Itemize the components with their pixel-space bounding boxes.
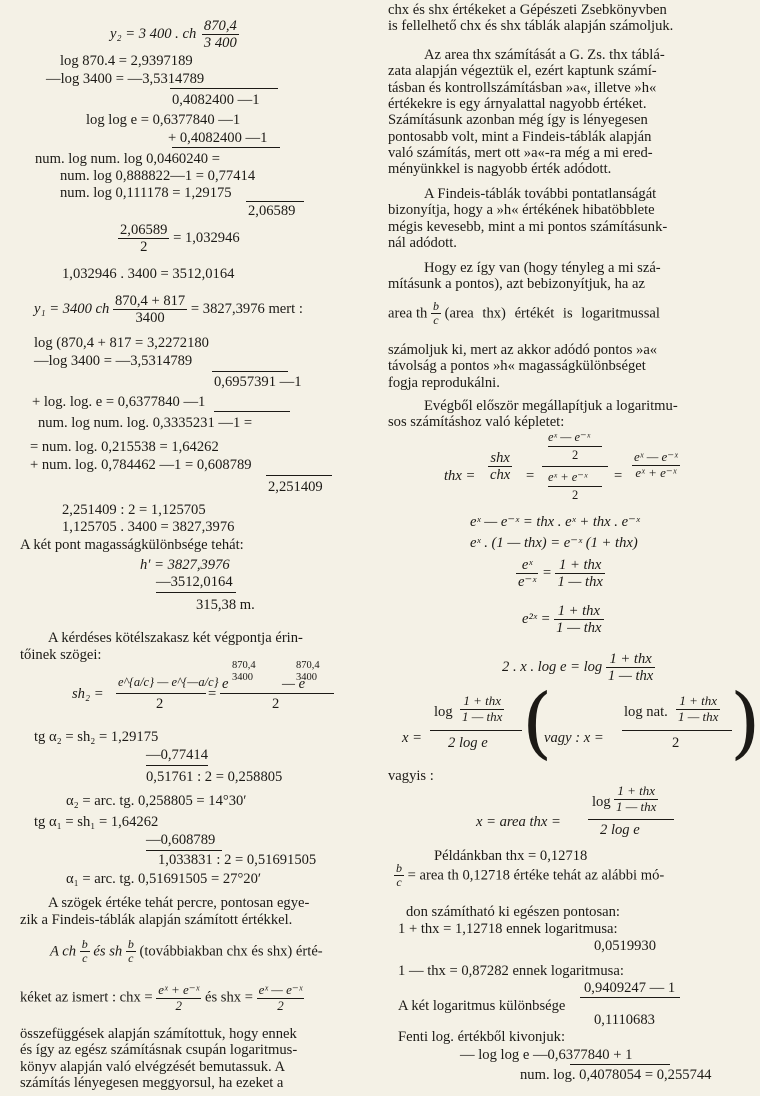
para-line: összefüggések alapján számítottuk, hogy ennek — [20, 1026, 297, 1042]
eq3-left — [516, 557, 538, 591]
eq5-num: 1 + thx — [606, 651, 655, 668]
thx-f3-num: eˣ — e⁻ˣ — [634, 449, 678, 464]
rule — [214, 411, 290, 412]
eq7-log: log — [592, 794, 611, 810]
halving-num: 2,06589 — [120, 222, 168, 238]
szog-line-2: zik a Findeis-táblák alapján számított értékkel. — [20, 912, 293, 928]
para-line: értékekre is egy árnyalattal nagyobb értéket. — [388, 96, 647, 113]
calc-line-6: A két logaritmus különbsége — [398, 998, 566, 1014]
fraction-bar — [588, 819, 674, 820]
eq6-r-in — [676, 694, 720, 724]
div-line-1: 2,251409 : 2 = 1,125705 — [62, 502, 206, 518]
thx-big-num: eˣ — e⁻ˣ — [548, 430, 591, 444]
y2-equation — [110, 18, 239, 52]
y1-equation — [34, 293, 303, 327]
loge-line-2: + 0,4082400 —1 — [168, 130, 268, 146]
sh2-exp-c: 870,4 — [296, 660, 320, 671]
para-line: mításunk a pontos), azt bebizonyítjuk, ha az — [388, 276, 645, 293]
eq6-log: log — [434, 704, 453, 720]
bc-b: b — [81, 937, 88, 951]
bc-b: b — [127, 937, 134, 951]
eq6-vagy: vagy : x = — [544, 730, 604, 746]
eq3-rnum: 1 + thx — [555, 557, 604, 574]
y1-lhs: y₁ = 3400 ch — [34, 301, 110, 318]
eq7-in-frac — [614, 784, 658, 814]
para-line: sos számításhoz való képletet: — [388, 414, 565, 431]
sh2-exp-b: 3400 — [232, 672, 253, 683]
h-line-c: 315,38 m. — [196, 597, 255, 613]
eq4-frac — [554, 603, 603, 637]
calc-line-8: Fenti log. értékből kivonjuk: — [398, 1029, 566, 1045]
bc-fraction — [394, 862, 404, 890]
eq6-lognat: log nat. — [624, 704, 668, 720]
l2-line-e: num. log num. log. 0,3335231 —1 = — [38, 415, 253, 431]
area-th-label: area th — [388, 305, 428, 322]
eq6-r-den: 2 — [672, 735, 680, 751]
thx-f1 — [488, 450, 512, 484]
y1-rhs: = 3827,3976 mert : — [190, 301, 303, 318]
para-line: nál adódott. — [388, 235, 457, 252]
es-shx-text: és shx = — [204, 989, 253, 1006]
eq4-line — [522, 603, 604, 637]
calc-line-9: — log log e —0,6377840 + 1 — [460, 1047, 633, 1063]
eq6-x: x = — [402, 730, 422, 746]
bc-b: b — [432, 299, 439, 313]
thx-eq2: = — [614, 468, 623, 484]
thx-f3 — [632, 450, 680, 480]
thx-f3-den: eˣ + e⁻ˣ — [635, 464, 677, 480]
bc-area-line — [394, 862, 664, 890]
para-line: bizonyítja, hogy a »h« értékének hibatöbblete — [388, 202, 655, 219]
para-line: tásban és kontrollszámításban »a«, illetve »h« — [388, 79, 657, 96]
ach-c: (továbbiakban chx és shx) érté- — [139, 943, 323, 960]
para-line: és így az egész számításnak csupán logaritmus- — [20, 1042, 298, 1059]
rule — [146, 765, 208, 766]
rule — [212, 371, 288, 372]
calc-line-1: don számítható ki egészen pontosan: — [406, 904, 620, 920]
tg2-line-a: tg α₂ = sh₂ = 1,29175 — [34, 729, 159, 745]
log-line-3: 0,4082400 —1 — [172, 92, 260, 108]
pelda-line: Példánkban thx = 0,12718 — [434, 848, 588, 864]
sh2-exp-a: 870,4 — [232, 660, 256, 671]
thx-lhs: thx = — [444, 468, 476, 484]
keket-line — [20, 983, 304, 1013]
halving-result: = 1,032946 — [173, 230, 240, 247]
l2-line-h: 2,251409 — [268, 479, 323, 495]
paragraph-3 — [388, 186, 754, 251]
shx-den: 2 — [277, 997, 284, 1013]
para-line: is fellelhető chx és shx táblák alapján számoljuk. — [388, 18, 674, 35]
halving-fraction — [118, 222, 169, 256]
eq6-in-num: 1 + thx — [460, 694, 504, 710]
rule — [172, 147, 280, 148]
fraction-bar — [548, 446, 602, 447]
l2-line-c: 0,6957391 —1 — [214, 374, 302, 390]
para-line: mégis kevesebb, mint a mi pontos számításunk- — [388, 218, 668, 235]
calc-line-10: num. log. 0,4078054 = 0,255744 — [520, 1067, 712, 1083]
thx-f1-den: chx — [490, 467, 511, 484]
bc-fraction — [80, 938, 90, 966]
y2-num: 870,4 — [203, 18, 237, 34]
ket-pont-text: A két pont magasságkülönbsége tehát: — [20, 537, 244, 553]
thx-f1-frac — [488, 450, 512, 484]
l2-line-b: —log 3400 = —3,5314789 — [34, 353, 193, 369]
vagyis-text: vagyis : — [388, 768, 434, 784]
thx-big-den2: 2 — [572, 488, 579, 502]
calc-line-7: 0,1110683 — [594, 1012, 655, 1028]
log-line-2: —log 3400 = —3,5314789 — [46, 71, 205, 87]
ach-line — [50, 938, 323, 966]
eq3-den: e⁻ˣ — [518, 574, 537, 591]
y2-fraction — [202, 18, 239, 52]
para-line: ményünkkel is nagyobb érték adódott. — [388, 161, 612, 178]
thx-f3-frac — [632, 450, 680, 480]
paragraph-4 — [388, 260, 754, 293]
mul-line-1: 1,032946 . 3400 = 3512,0164 — [62, 266, 235, 282]
paragraph-1 — [388, 2, 754, 35]
y2-den: 3 400 — [203, 35, 237, 52]
num-line-2: num. log 0,888822—1 = 0,77414 — [60, 168, 256, 184]
eq6-in-den: 1 — thx — [462, 708, 503, 724]
rule — [246, 201, 304, 202]
para-line: Hogy ez így van (hogy tényleg a mi szá- — [424, 260, 661, 276]
y1-den: 3400 — [135, 310, 165, 327]
rule — [170, 88, 278, 89]
loge-line-1: log log e = 0,6377840 —1 — [86, 112, 241, 128]
kerdeses-line-2: tőinek szögei: — [20, 647, 102, 663]
para-line: Evégből először megállapítjuk a logaritmu- — [424, 398, 678, 414]
y2-lhs: y₂ = 3 400 . ch — [110, 26, 197, 43]
eq3-right — [555, 557, 604, 591]
eq3-line — [516, 557, 605, 591]
halving-den: 2 — [140, 239, 148, 256]
para-line: könyv alapján való elvégzését bemutassuk. A — [20, 1058, 286, 1075]
bc-c: c — [128, 951, 134, 966]
eq7-in-num: 1 + thx — [614, 784, 658, 800]
paragraph-osszefuggesek — [20, 1026, 368, 1091]
right-column — [384, 0, 760, 1096]
keket-text: kéket az ismert : chx = — [20, 989, 153, 1006]
eq4-den: 1 — thx — [556, 620, 602, 637]
para-line: zata alapján végeztük el, ezért kaptunk számí- — [388, 63, 657, 80]
tg1-line-a: tg α₁ = sh₁ = 1,64262 — [34, 814, 159, 830]
eq6-den: 2 log e — [448, 735, 488, 751]
right-paren: ) — [730, 678, 760, 768]
para-line: chx és shx értékeket a Gépészeti Zsebkönyvben — [388, 2, 667, 18]
tg2-line-c: 0,51761 : 2 = 0,258805 — [146, 769, 283, 785]
fraction-bar — [542, 466, 608, 467]
l2-line-d: + log. log. e = 0,6377840 —1 — [32, 394, 206, 410]
para-line: fogja reprodukálni. — [388, 374, 500, 391]
num-line-1: num. log num. log 0,0460240 = — [35, 151, 220, 167]
eq3-eq: = — [541, 565, 552, 582]
sh2-den: 2 — [156, 696, 164, 712]
ach-a: A ch — [50, 943, 77, 960]
eq6-r-in-frac — [676, 694, 720, 724]
eq1-line: eˣ — e⁻ˣ = thx . eˣ + thx . e⁻ˣ — [470, 514, 640, 530]
shx-num: eˣ — e⁻ˣ — [258, 982, 303, 997]
eq4-lhs: e²ˣ = — [522, 611, 551, 628]
chx-fraction — [156, 983, 201, 1013]
bc-fraction — [126, 938, 136, 966]
sh2-e2: — e — [282, 676, 306, 692]
eq2-line: eˣ . (1 — thx) = e⁻ˣ (1 + thx) — [470, 535, 638, 551]
fraction-bar — [220, 693, 334, 694]
paragraph-4b — [388, 342, 754, 391]
eq7-lhs: x = area thx = — [476, 814, 561, 830]
area-text: = area th 0,12718 értéke tehát az alábbi mó- — [407, 867, 665, 884]
num-line-4: 2,06589 — [248, 203, 296, 219]
l2-line-g: + num. log. 0,784462 —1 = 0,608789 — [30, 457, 252, 473]
mul-line-2: 1,125705 . 3400 = 3827,3976 — [62, 519, 235, 535]
sh2-eq: = — [208, 686, 217, 702]
sh2-exp-d: 3400 — [296, 672, 317, 683]
bc-c: c — [82, 951, 88, 966]
bc-fraction — [431, 300, 441, 328]
chx-num: eˣ + e⁻ˣ — [158, 982, 200, 997]
eq6-r-in-num: 1 + thx — [676, 694, 720, 710]
szog-line-1: A szögek értéke tehát percre, pontosan egye- — [48, 895, 310, 911]
eq6-in-frac — [460, 694, 504, 724]
tg1-line-b: —0,608789 — [146, 832, 216, 848]
sh2-num: e^{a/c} — e^{—a/c} — [118, 675, 219, 689]
h-line-a: h′ = 3827,3976 — [140, 557, 230, 573]
chx-den: 2 — [175, 997, 183, 1013]
bc-c: c — [433, 313, 439, 328]
calc-line-5: 0,9409247 — 1 — [584, 980, 676, 996]
para-line: Az area thx számítását a G. Zs. thx táblá- — [424, 47, 665, 63]
para-line: számoljuk ki, mert az akkor adódó pontos »a« — [388, 342, 658, 358]
l2-line-f: = num. log. 0,215538 = 1,64262 — [30, 439, 219, 455]
rule — [266, 475, 332, 476]
eq3-num: eˣ — [516, 557, 538, 574]
fraction-bar — [116, 693, 206, 694]
para-line: A Findeis-táblák további pontatlanságát — [424, 186, 657, 202]
tg1-line-c: 1,033831 : 2 = 0,51691505 — [158, 852, 317, 868]
num-line-3: num. log 0,111178 = 1,29175 — [60, 185, 232, 201]
fraction-bar — [430, 730, 522, 731]
tg2-line-b: —0,77414 — [146, 747, 209, 763]
thx-big-den: eˣ + e⁻ˣ — [548, 470, 588, 484]
para-line: távolság a pontos »h« magasságkülönbséget — [388, 358, 646, 375]
h-line-b: —3512,0164 — [156, 574, 233, 590]
rule — [570, 1064, 670, 1065]
eq7-den: 2 log e — [600, 822, 640, 838]
fraction-bar — [548, 486, 602, 487]
paragraph-2 — [388, 47, 754, 178]
log-line-1: log 870.4 = 2,9397189 — [60, 53, 193, 69]
para-line: való számítás, mert ott »a«-ra még a mi ered- — [388, 145, 653, 162]
sh2-lhs: sh₂ = — [72, 686, 104, 702]
arc2-line: α₂ = arc. tg. 0,258805 = 14°30′ — [66, 793, 247, 809]
area-th-line — [388, 300, 660, 328]
left-paren: ( — [522, 678, 553, 768]
rule — [580, 997, 680, 998]
thx-f1-num: shx — [488, 450, 512, 467]
para-line: számítás lényegesen meggyorsul, ha ezeket a — [20, 1075, 284, 1092]
rule — [146, 850, 222, 851]
thx-eq1: = — [526, 468, 535, 484]
shx-fraction — [257, 983, 305, 1013]
bc-b: b — [396, 861, 402, 875]
eq5-frac — [606, 651, 655, 685]
eq5-den: 1 — thx — [607, 668, 654, 685]
area-th-rest: (area thx) értékét is logaritmussal — [444, 305, 660, 322]
calc-line-2: 1 + thx = 1,12718 ennek logaritmusa: — [398, 921, 618, 937]
eq4-num: 1 + thx — [554, 603, 603, 620]
eq6-r-in-den: 1 — thx — [678, 708, 719, 724]
eq7-in — [614, 784, 658, 814]
sh2-den2: 2 — [272, 696, 280, 712]
para-line: Számításunk azonban még így is lényegesen — [388, 112, 648, 129]
fraction-bar — [622, 730, 732, 731]
eq7-in-den: 1 — thx — [616, 798, 657, 814]
para-line: pontosabb volt, mint a Findeis-táblák alapján — [388, 128, 652, 145]
eq6-in — [460, 694, 504, 724]
y1-fraction — [113, 293, 187, 327]
sh2-e1: e — [222, 676, 229, 692]
eq5-lhs: 2 . x . log e = log — [502, 659, 603, 676]
l2-line-a: log (870,4 + 817 = 3,2272180 — [34, 335, 209, 351]
bc-c: c — [396, 875, 402, 890]
calc-line-4: 1 — thx = 0,87282 ennek logaritmusa: — [398, 963, 624, 979]
thx-big-num2: 2 — [572, 448, 579, 462]
arc1-line: α₁ = arc. tg. 0,51691505 = 27°20′ — [66, 871, 262, 887]
kerdeses-line-1: A kérdéses kötélszakasz két végpontja érin- — [48, 630, 303, 646]
calc-line-3: 0,0519930 — [594, 938, 657, 954]
eq3-rden: 1 — thx — [557, 574, 603, 591]
rule — [156, 592, 236, 593]
halving-equation — [118, 222, 240, 256]
paragraph-5 — [388, 398, 754, 431]
y1-num: 870,4 + 817 — [114, 293, 186, 309]
ach-b: és sh — [93, 943, 123, 960]
